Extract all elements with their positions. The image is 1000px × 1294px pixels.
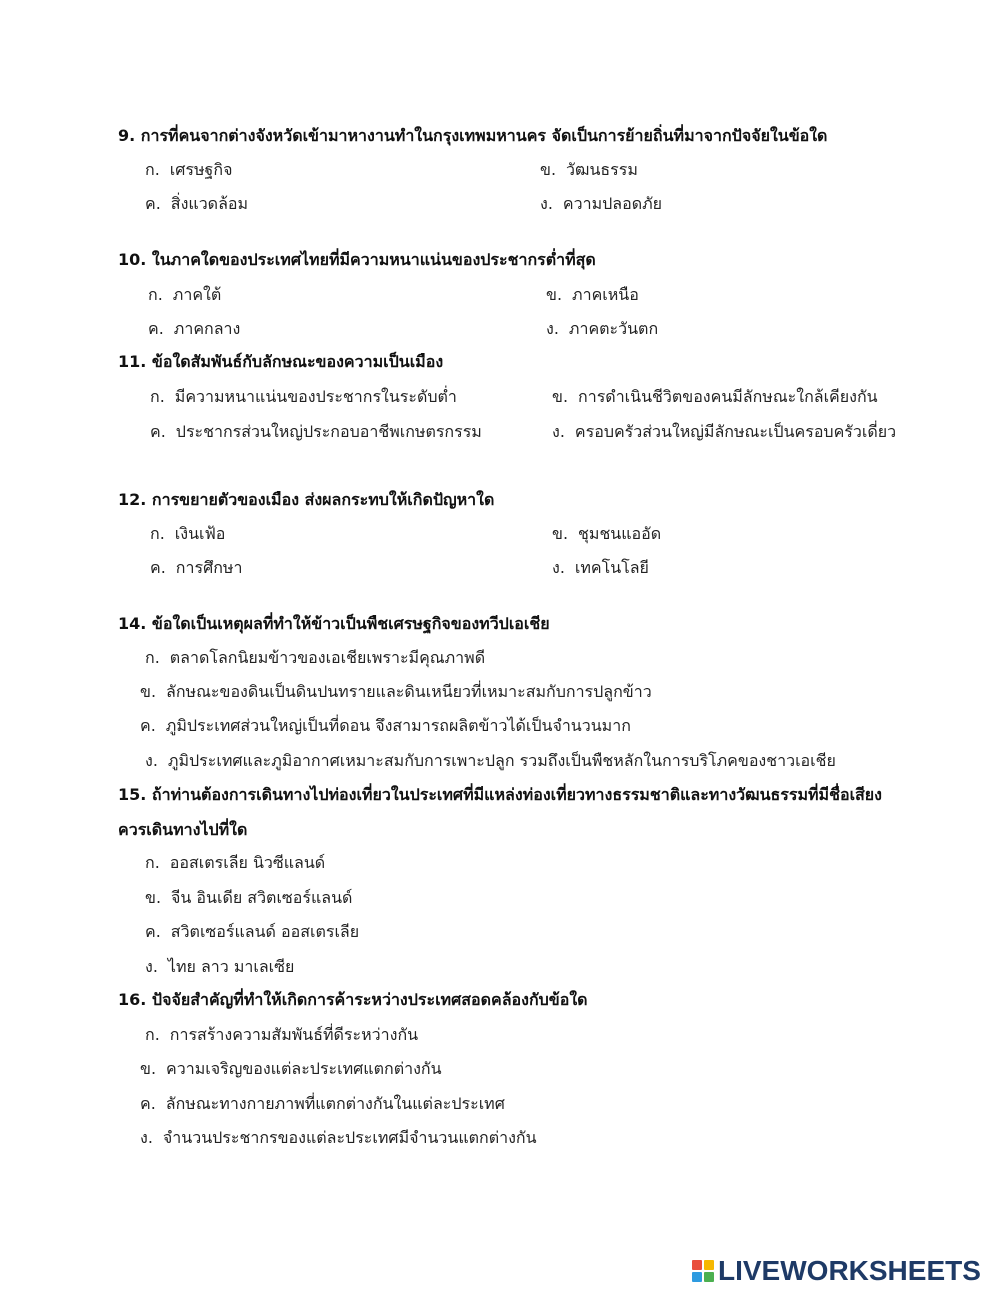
q15-option-b[interactable]: [145, 886, 352, 911]
q14-option-d[interactable]: [145, 749, 836, 774]
option-text: จีน อินเดีย สวิตเซอร์แลนด์: [171, 888, 353, 907]
liveworksheets-logo: [692, 1254, 981, 1288]
q10-option-c[interactable]: [148, 317, 240, 342]
option-label: ง.: [140, 1128, 153, 1147]
q15-option-c[interactable]: [145, 920, 359, 945]
q14-option-c[interactable]: [140, 714, 631, 739]
option-label: ง.: [552, 422, 565, 441]
option-text: ภาคตะวันตก: [568, 319, 659, 338]
option-label: ข.: [546, 285, 563, 304]
q9-option-d[interactable]: [540, 192, 662, 217]
option-label: ข.: [140, 1059, 157, 1078]
q12-option-c[interactable]: [150, 556, 242, 581]
option-text: การดำเนินชีวิตของคนมีลักษณะใกล้เคียงกัน: [578, 387, 878, 406]
option-text: มีความหนาแน่นของประชากรในระดับต่ำ: [174, 387, 457, 406]
q11-option-b[interactable]: [552, 385, 878, 410]
q15-option-a[interactable]: [145, 851, 325, 876]
option-text: ประชากรส่วนใหญ่ประกอบอาชีพเกษตรกรรม: [175, 422, 482, 441]
question-15-text-line1: 15. ถ้าท่านต้องการเดินทางไปท่องเที่ยวในประเทศที่มีแหล่งท่องเที่ยวทางธรรมชาติและทางวัฒนธรรมที่มีชื่อเสียง: [118, 785, 882, 804]
q12-option-d[interactable]: [552, 556, 649, 581]
option-label: ก.: [145, 160, 160, 179]
option-text: จำนวนประชากรของแต่ละประเทศมีจำนวนแตกต่างกัน: [162, 1128, 537, 1147]
option-label: ก.: [150, 387, 165, 406]
option-text: ภาคใต้: [172, 285, 222, 304]
question-15-text-line2: ควรเดินทางไปที่ใด: [118, 820, 248, 839]
option-label: ค.: [140, 716, 156, 735]
q10-option-d[interactable]: [546, 317, 658, 342]
option-label: ค.: [140, 1094, 156, 1113]
q11-option-c[interactable]: [150, 420, 482, 445]
logo-block: [704, 1272, 714, 1282]
q12-option-a[interactable]: [150, 522, 225, 547]
q15-option-d[interactable]: [145, 955, 294, 980]
option-text: ภาคเหนือ: [572, 285, 639, 304]
q9-option-a[interactable]: [145, 158, 232, 183]
q12-option-b[interactable]: [552, 522, 661, 547]
option-label: ข.: [140, 682, 157, 701]
question-10-text: 10. ในภาคใดของประเทศไทยที่มีความหนาแน่นของประชากรต่ำที่สุด: [118, 250, 596, 269]
option-label: ก.: [148, 285, 163, 304]
option-label: ค.: [150, 558, 166, 577]
option-text: วัฒนธรรม: [566, 160, 638, 179]
logo-block: [692, 1272, 702, 1282]
option-label: ก.: [145, 853, 160, 872]
option-text: การศึกษา: [175, 558, 243, 577]
option-text: ออสเตรเลีย นิวซีแลนด์: [169, 853, 326, 872]
option-text: เงินเฟ้อ: [174, 524, 226, 543]
question-11-text: 11. ข้อใดสัมพันธ์กับลักษณะของความเป็นเมือง: [118, 352, 444, 371]
option-label: ค.: [145, 194, 161, 213]
q14-option-b[interactable]: [140, 680, 652, 705]
q16-option-d[interactable]: [140, 1126, 537, 1151]
question-9-text: 9. การที่คนจากต่างจังหวัดเข้ามาหางานทำในกรุงเทพมหานคร จัดเป็นการย้ายถิ่นที่มาจากปัจจัยในข้อใด: [118, 126, 828, 145]
option-text: ภูมิประเทศส่วนใหญ่เป็นที่ดอน จึงสามารถผลิตข้าวได้เป็นจำนวนมาก: [165, 716, 631, 735]
option-label: ง.: [145, 751, 158, 770]
option-text: ภาคกลาง: [173, 319, 241, 338]
q10-option-a[interactable]: [148, 283, 221, 308]
option-text: เทคโนโลยี: [574, 558, 649, 577]
option-text: ลักษณะของดินเป็นดินปนทรายและดินเหนียวที่เหมาะสมกับการปลูกข้าว: [166, 682, 652, 701]
option-text: ความเจริญของแต่ละประเทศแตกต่างกัน: [166, 1059, 442, 1078]
q9-option-c[interactable]: [145, 192, 248, 217]
option-text: ครอบครัวส่วนใหญ่มีลักษณะเป็นครอบครัวเดี่ยว: [574, 422, 897, 441]
q9-option-b[interactable]: [540, 158, 638, 183]
option-label: ง.: [145, 957, 158, 976]
option-label: ค.: [145, 922, 161, 941]
question-16-text: 16. ปัจจัยสำคัญที่ทำให้เกิดการค้าระหว่างประเทศสอดคล้องกับข้อใด: [118, 990, 588, 1009]
option-label: ง.: [552, 558, 565, 577]
option-label: ง.: [540, 194, 553, 213]
q11-option-d[interactable]: [552, 420, 896, 445]
option-text: ภูมิประเทศและภูมิอากาศเหมาะสมกับการเพาะปลูก รวมถึงเป็นพืชหลักในการบริโภคของชาวเอเชีย: [167, 751, 836, 770]
option-label: ก.: [150, 524, 165, 543]
question-12-text: 12. การขยายตัวของเมือง ส่งผลกระทบให้เกิดปัญหาใด: [118, 490, 495, 509]
option-label: ก.: [145, 648, 160, 667]
option-text: สวิตเซอร์แลนด์ ออสเตรเลีย: [170, 922, 360, 941]
option-label: ก.: [145, 1025, 160, 1044]
option-label: ง.: [546, 319, 559, 338]
option-label: ข.: [540, 160, 557, 179]
option-label: ค.: [148, 319, 164, 338]
logo-blocks-icon: [692, 1260, 714, 1282]
logo-text: LIVEWORKSHEETS: [718, 1255, 981, 1286]
logo-block: [692, 1260, 702, 1270]
logo-block: [704, 1260, 714, 1270]
option-text: การสร้างความสัมพันธ์ที่ดีระหว่างกัน: [169, 1025, 419, 1044]
q10-option-b[interactable]: [546, 283, 639, 308]
option-text: ความปลอดภัย: [562, 194, 663, 213]
option-text: ไทย ลาว มาเลเซีย: [167, 957, 295, 976]
q16-option-b[interactable]: [140, 1057, 442, 1082]
option-text: ตลาดโลกนิยมข้าวของเอเชียเพราะมีคุณภาพดี: [169, 648, 486, 667]
q16-option-c[interactable]: [140, 1092, 505, 1117]
option-label: ข.: [145, 888, 162, 907]
q11-option-a[interactable]: [150, 385, 457, 410]
q14-option-a[interactable]: [145, 646, 485, 671]
option-text: ชุมชนแออัด: [578, 524, 662, 543]
option-label: ข.: [552, 524, 569, 543]
option-text: เศรษฐกิจ: [169, 160, 233, 179]
question-14-text: 14. ข้อใดเป็นเหตุผลที่ทำให้ข้าวเป็นพืชเศรษฐกิจของทวีปเอเชีย: [118, 614, 550, 633]
option-label: ค.: [150, 422, 166, 441]
q16-option-a[interactable]: [145, 1023, 418, 1048]
option-text: สิ่งแวดล้อม: [170, 194, 249, 213]
option-text: ลักษณะทางกายภาพที่แตกต่างกันในแต่ละประเทศ: [165, 1094, 505, 1113]
option-label: ข.: [552, 387, 569, 406]
